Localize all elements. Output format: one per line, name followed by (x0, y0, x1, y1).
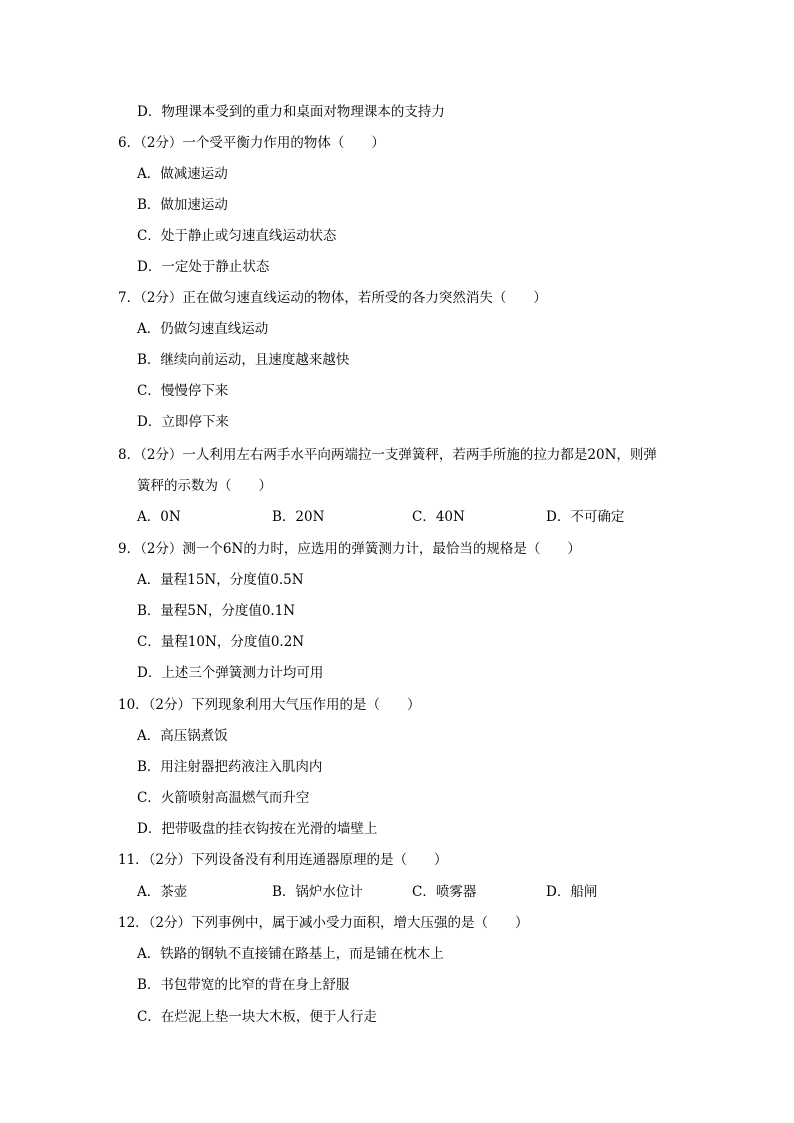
option-6d: D．一定处于静止状态 (137, 259, 270, 275)
option-10a: A．高压锅煮饭 (137, 728, 228, 744)
option-6c: C．处于静止或匀速直线运动状态 (137, 228, 337, 244)
option-8d: D．不可确定 (546, 509, 625, 525)
option-9c: C．量程10N，分度值0.2N (137, 634, 305, 650)
option-5d: D．物理课本受到的重力和桌面对物理课本的支持力 (137, 104, 445, 120)
option-11c: C．喷雾器 (412, 884, 477, 900)
option-12c: C．在烂泥上垫一块大木板，便于人行走 (137, 1009, 377, 1025)
option-10d: D．把带吸盘的挂衣钩按在光滑的墙壁上 (137, 821, 378, 837)
question-6: 6．（2分）一个受平衡力作用的物体（ ） (118, 135, 385, 151)
question-9: 9．（2分）测一个6N的力时，应选用的弹簧测力计，最恰当的规格是（ ） (118, 541, 581, 557)
option-11b: B．锅炉水位计 (272, 884, 363, 900)
option-6b: B．做加速运动 (137, 197, 228, 213)
option-7d: D．立即停下来 (137, 414, 229, 430)
question-11: 11．（2分）下列设备没有利用连通器原理的是（ ） (118, 852, 448, 868)
question-8-continued: 簧秤的示数为（ ） (137, 478, 272, 494)
option-8b: B．20N (272, 509, 325, 525)
option-8c: C．40N (412, 509, 465, 525)
option-10c: C．火箭喷射高温燃气而升空 (137, 790, 310, 806)
option-9a: A．量程15N，分度值0.5N (137, 572, 304, 588)
option-7c: C．慢慢停下来 (137, 383, 229, 399)
option-7a: A．仍做匀速直线运动 (137, 321, 269, 337)
option-11a: A．茶壶 (137, 884, 188, 900)
option-10b: B．用注射器把药液注入肌肉内 (137, 759, 323, 775)
question-10: 10．（2分）下列现象利用大气压作用的是（ ） (118, 697, 421, 713)
option-8a: A．0N (137, 509, 181, 525)
question-7: 7．（2分）正在做匀速直线运动的物体，若所受的各力突然消失（ ） (118, 290, 547, 306)
option-7b: B．继续向前运动，且速度越来越快 (137, 352, 350, 368)
option-6a: A．做减速运动 (137, 166, 228, 182)
question-8: 8．（2分）一人利用左右两手水平向两端拉一支弹簧秤，若两手所施的拉力都是20N，则弹 (118, 447, 657, 463)
question-12: 12．（2分）下列事例中，属于减小受力面积，增大压强的是（ ） (118, 915, 529, 931)
option-9d: D．上述三个弹簧测力计均可用 (137, 665, 324, 681)
option-12b: B．书包带宽的比窄的背在身上舒服 (137, 977, 350, 993)
option-9b: B．量程5N，分度值0.1N (137, 603, 296, 619)
option-12a: A．铁路的钢轨不直接铺在路基上，而是铺在枕木上 (137, 946, 444, 962)
option-11d: D．船闸 (546, 884, 598, 900)
